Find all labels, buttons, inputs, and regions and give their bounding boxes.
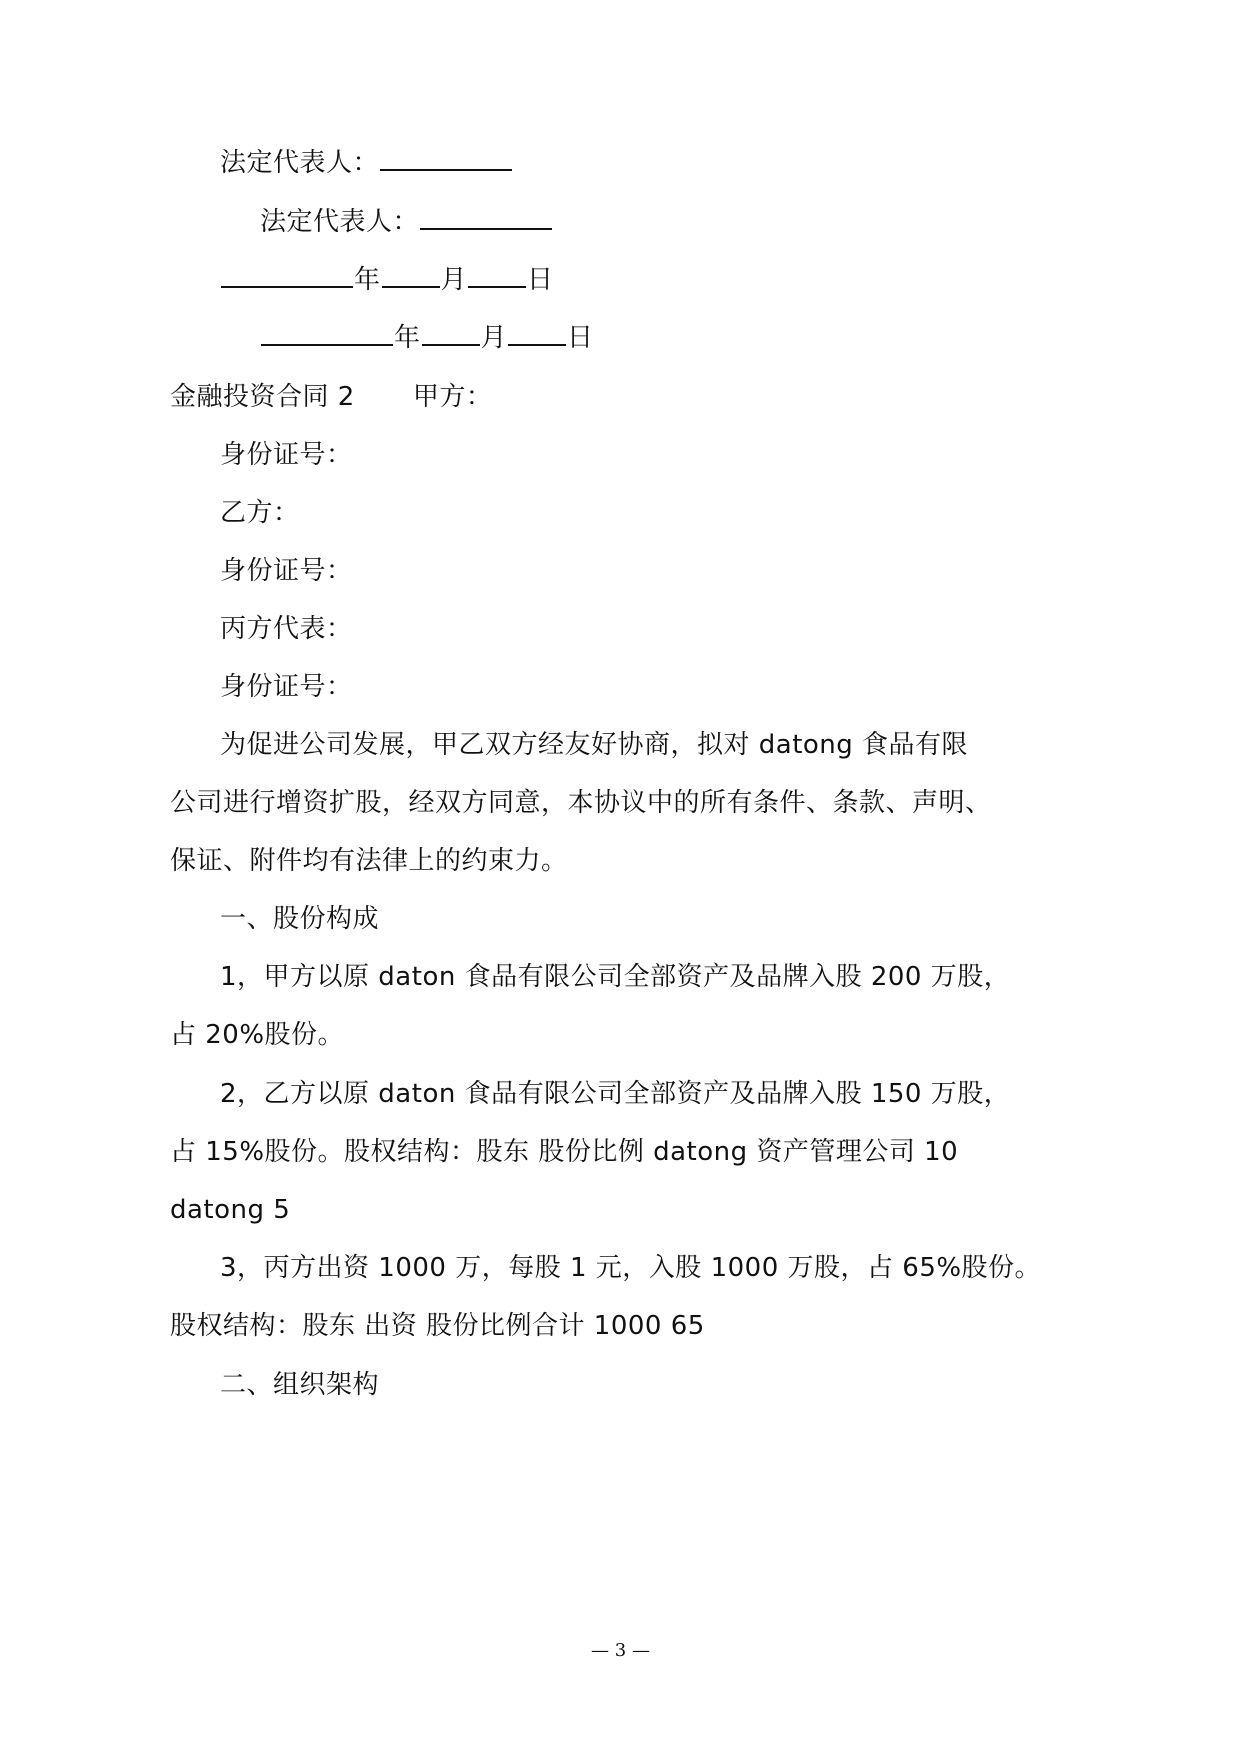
- date-line-2: [260, 321, 594, 355]
- intro-paragraph-line: 为促进公司发展，甲乙双方经友好协商，拟对 datong 食品有限: [220, 730, 969, 760]
- date-line-1: [220, 263, 554, 297]
- year-blank: [221, 264, 353, 288]
- party-c-label: 丙方代表：: [220, 614, 353, 644]
- contract-title-line: [170, 380, 492, 414]
- party-b-label: 乙方：: [220, 498, 300, 528]
- day-label: 日: [567, 323, 594, 353]
- party-a-label: 甲方：: [412, 382, 493, 412]
- intro-paragraph-line: 公司进行增资扩股，经双方同意，本协议中的所有条件、条款、声明、: [170, 788, 992, 818]
- clause-3-line: 3，丙方出资 1000 万，每股 1 元，入股 1000 万股，占 65%股份。: [220, 1253, 1042, 1283]
- page-number: — 3 —: [591, 1640, 650, 1661]
- contract-title: 金融投资合同 2: [170, 382, 355, 412]
- month-label: 月: [440, 265, 468, 295]
- year-label: 年: [354, 265, 381, 295]
- clause-2-line: datong 5: [170, 1195, 291, 1225]
- intro-paragraph-line: 保证、附件均有法律上的约束力。: [170, 846, 568, 876]
- day-blank: [508, 322, 566, 346]
- signature-blank: [380, 147, 512, 171]
- month-blank: [382, 264, 440, 288]
- signature-line-2: [260, 205, 553, 239]
- day-blank: [468, 264, 526, 288]
- day-label: 日: [527, 265, 554, 295]
- section-heading: 一、股份构成: [220, 904, 380, 934]
- clause-1-line: 占 20%股份。: [170, 1020, 345, 1050]
- party-a-id: 身份证号：: [220, 440, 353, 470]
- party-c-id: 身份证号：: [220, 672, 353, 702]
- year-blank: [261, 322, 393, 346]
- signature-line-1: [220, 146, 513, 180]
- section-heading: 二、组织架构: [220, 1370, 380, 1400]
- year-label: 年: [394, 323, 421, 353]
- month-blank: [422, 322, 480, 346]
- signature-blank: [420, 206, 552, 230]
- clause-2-line: 2，乙方以原 daton 食品有限公司全部资产及品牌入股 150 万股，: [220, 1079, 1011, 1109]
- clause-1-line: 1，甲方以原 daton 食品有限公司全部资产及品牌入股 200 万股，: [220, 962, 1011, 992]
- clause-2-line: 占 15%股份。股权结构：股东 股份比例 datong 资产管理公司 10: [170, 1137, 959, 1167]
- signature-label: 法定代表人：: [260, 207, 420, 237]
- signature-label: 法定代表人：: [220, 148, 380, 178]
- month-label: 月: [480, 323, 508, 353]
- party-b-id: 身份证号：: [220, 556, 353, 586]
- clause-3-line: 股权结构：股东 出资 股份比例合计 1000 65: [170, 1311, 705, 1341]
